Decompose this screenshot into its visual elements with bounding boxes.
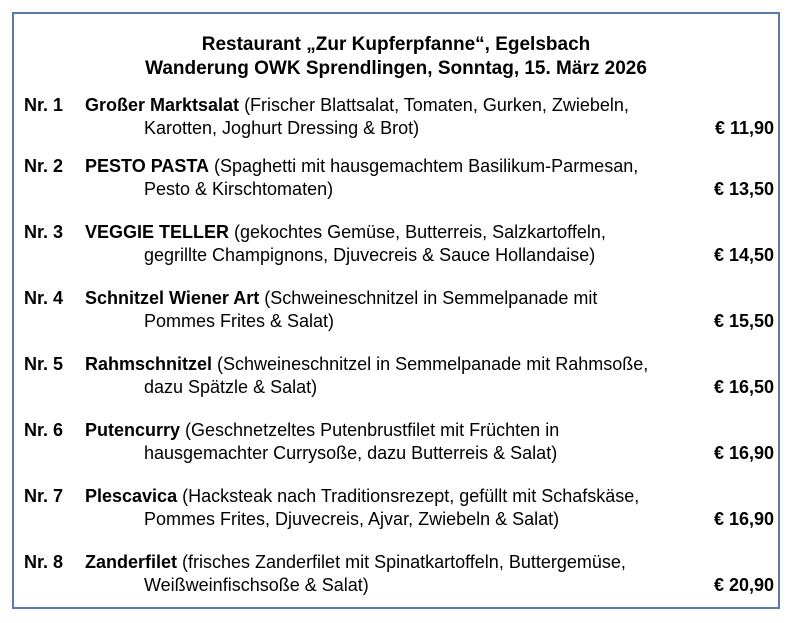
dish-name: PESTO PASTA [85, 156, 210, 176]
dish-description: (Spaghetti mit hausgemachtem Basilikum-Parmesan, [209, 156, 639, 176]
menu-frame [12, 12, 780, 609]
dish-description: (frisches Zanderfilet mit Spinatkartoffeln, Buttergemüse, [177, 552, 626, 572]
dish-description: (Frischer Blattsalat, Tomaten, Gurken, Zwiebeln, [239, 95, 629, 115]
dish-name: VEGGIE TELLER [85, 222, 230, 242]
item-number: Nr. 1 [24, 95, 64, 115]
menu-item [14, 155, 778, 205]
menu-item [14, 551, 778, 601]
item-price: € 16,90 [713, 443, 774, 463]
menu-item [14, 94, 778, 144]
item-number: Nr. 8 [24, 552, 64, 572]
dish-name: Plescavica [85, 486, 178, 506]
dish-name: Schnitzel Wiener Art [85, 288, 260, 308]
dish-name: Putencurry [85, 420, 181, 440]
menu-item [14, 419, 778, 469]
item-line1 [85, 353, 648, 376]
dish-description: (Geschnetzeltes Putenbrustfilet mit Früchten in [180, 420, 560, 440]
event-subtitle: Wanderung OWK Sprendlingen, Sonntag, 15. März 2026 [145, 58, 647, 79]
menu-item [14, 485, 778, 535]
dish-description-continued: Pommes Frites & Salat) [144, 311, 335, 331]
item-line1 [85, 221, 606, 244]
dish-description-continued: Weißweinfischsoße & Salat) [144, 575, 369, 595]
item-price: € 13,50 [713, 179, 774, 199]
item-price: € 20,90 [713, 575, 774, 595]
dish-name: Rahmschnitzel [85, 354, 213, 374]
dish-description: (Hacksteak nach Traditionsrezept, gefüllt mit Schafskäse, [177, 486, 640, 506]
item-price: € 14,50 [713, 245, 774, 265]
item-number: Nr. 6 [24, 420, 64, 440]
menu-item [14, 353, 778, 403]
menu-header [14, 33, 778, 81]
menu-item [14, 287, 778, 337]
menu-item [14, 221, 778, 271]
item-line1 [85, 94, 629, 117]
dish-description: (Schweineschnitzel in Semmelpanade mit Rahmsoße, [212, 354, 649, 374]
dish-description-continued: gegrillte Champignons, Djuvecreis & Sauce Hollandaise) [144, 245, 596, 265]
item-line1 [85, 485, 639, 508]
item-price: € 15,50 [713, 311, 774, 331]
item-price: € 11,90 [714, 118, 774, 138]
item-line1 [85, 551, 626, 574]
dish-description-continued: Pesto & Kirschtomaten) [144, 179, 334, 199]
item-price: € 16,90 [713, 509, 774, 529]
dish-name: Großer Marktsalat [85, 95, 240, 115]
restaurant-title: Restaurant „Zur Kupferpfanne“, Egelsbach [201, 34, 591, 55]
dish-description-continued: Pommes Frites, Djuvecreis, Ajvar, Zwiebeln & Salat) [144, 509, 560, 529]
item-price: € 16,50 [713, 377, 774, 397]
item-number: Nr. 3 [24, 222, 64, 242]
dish-description-continued: Karotten, Joghurt Dressing & Brot) [144, 118, 420, 138]
item-line1 [85, 287, 597, 310]
item-number: Nr. 2 [24, 156, 64, 176]
item-number: Nr. 5 [24, 354, 64, 374]
dish-description-continued: dazu Spätzle & Salat) [144, 377, 318, 397]
dish-description-continued: hausgemachter Currysoße, dazu Butterreis & Salat) [144, 443, 558, 463]
dish-description: (Schweineschnitzel in Semmelpanade mit [259, 288, 598, 308]
item-number: Nr. 4 [24, 288, 64, 308]
item-line1 [85, 419, 559, 442]
dish-name: Zanderfilet [85, 552, 178, 572]
item-number: Nr. 7 [24, 486, 64, 506]
item-line1 [85, 155, 638, 178]
dish-description: (gekochtes Gemüse, Butterreis, Salzkartoffeln, [229, 222, 606, 242]
